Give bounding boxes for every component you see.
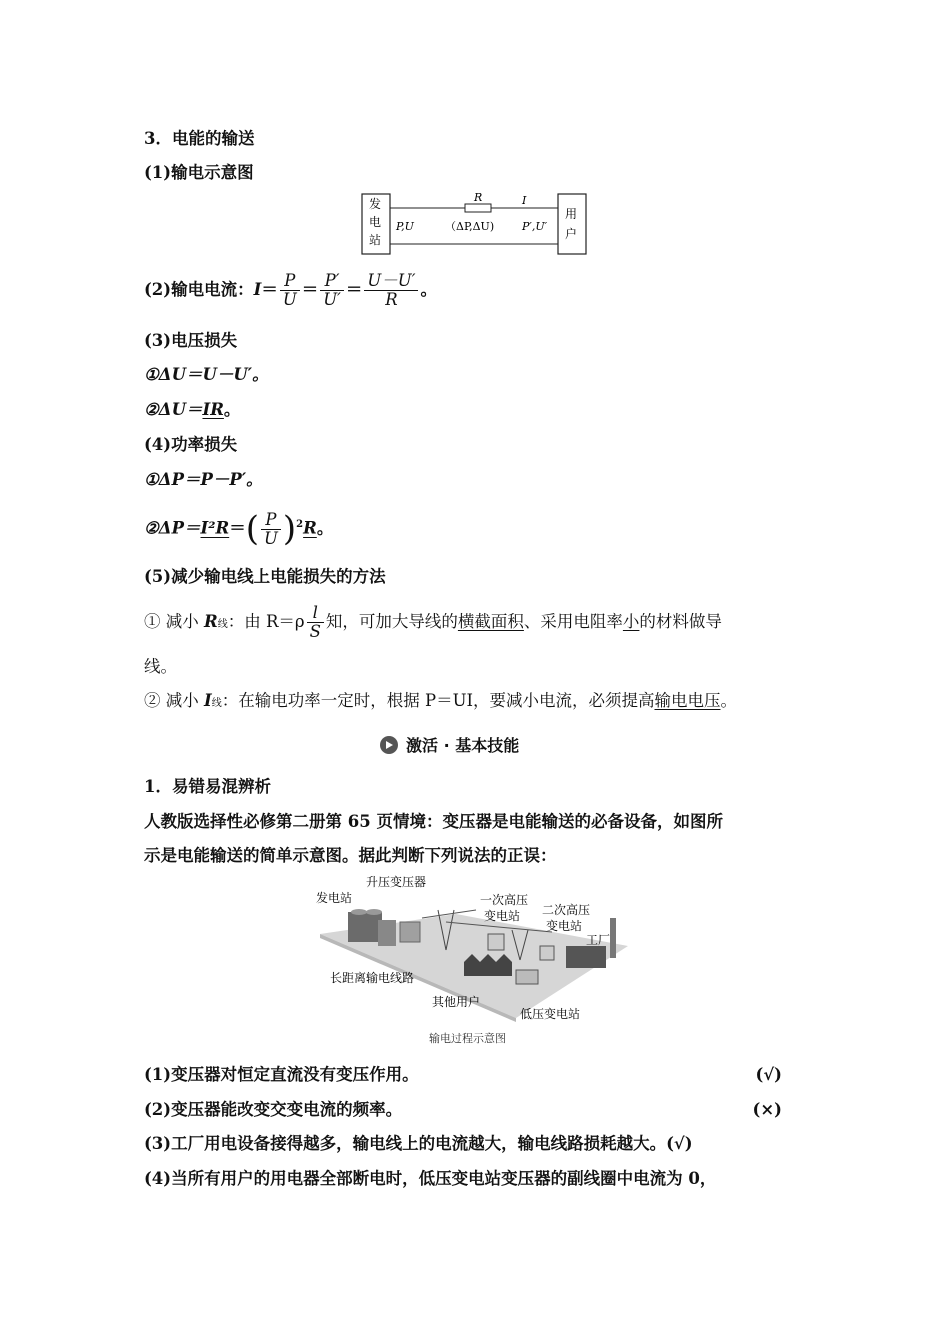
judge-mark-1: (√) (755, 1065, 782, 1084)
section-title: 3．电能的输送 (144, 129, 255, 148)
fig-primary: 一次高压 (480, 893, 529, 907)
fig-low: 低压变电站 (520, 1007, 581, 1021)
judge-item-3: (3)工厂用电设备接得越多，输电线上的电流越大，输电线路损耗越大。(√) (144, 1134, 693, 1153)
voltage-loss-2: ②ΔU＝IR。 (144, 400, 241, 419)
intro-line-1: 人教版选择性必修第二册第 65 页情境：变压器是电能输送的必备设备，如图所 (144, 812, 723, 831)
figure-caption: 输电过程示意图 (429, 1032, 506, 1045)
method-1-cont: 线。 (144, 657, 177, 676)
voltage-loss-1: ①ΔU＝U－U′。 (144, 365, 269, 384)
formula-current: (2)输电电流：I＝ $\frac{P}{U}$ ＝ $\frac{P'}{U'}$ ＝ $\frac{U-U'}{R}$ 。 (144, 271, 437, 309)
item-label-5: (5)减少输电线上电能损失的方法 (144, 567, 386, 586)
judge-item-2: (2)变压器能改变交变电流的频率。 (144, 1100, 403, 1119)
label-PU: P,U (396, 220, 414, 233)
judge-item-1: (1)变压器对恒定直流没有变压作用。 (144, 1065, 419, 1084)
power-loss-2: ②ΔP＝I²R＝( $\frac{P}{U}$ )$^2$R。 (144, 509, 334, 549)
fig-plant: 发电站 (316, 891, 353, 905)
fig-secondary: 二次高压 (542, 903, 591, 917)
station-char-2: 电 (369, 215, 382, 229)
fig-primary2: 变电站 (484, 909, 521, 923)
transmission-diagram (360, 190, 590, 258)
user-char-2: 户 (565, 227, 578, 241)
station-char-3: 站 (369, 233, 382, 247)
judge-mark-2: (×) (752, 1100, 782, 1119)
item-label-3: (3)电压损失 (144, 331, 238, 350)
label-PU2: P′,U′ (522, 220, 548, 233)
method-2: ② 减小 I线：在输电功率一定时，根据 P＝UI，要减小电流，必须提高输电电压。 (144, 691, 737, 710)
label-I: I (522, 194, 527, 207)
item-label-4: (4)功率损失 (144, 435, 238, 454)
user-char-1: 用 (565, 207, 578, 221)
intro-line-2: 示是电能输送的简单示意图。据此判断下列说法的正误： (144, 846, 557, 865)
fig-secondary2: 变电站 (546, 919, 583, 933)
label-R: R (474, 191, 483, 204)
label-loss: （ΔP,ΔU) (445, 220, 495, 233)
play-icon (380, 736, 398, 754)
skills-header-label: 激活 · 基本技能 (406, 736, 520, 755)
transmission-illustration (316, 872, 632, 1026)
fig-step-up: 升压变压器 (366, 875, 427, 889)
power-loss-1: ①ΔP＝P－P′。 (144, 470, 263, 489)
method-1: ① 减小 R线：由 R＝ρ $\frac{l}{S}$ 知，可加大导线的横截面积、采用电阻率小的材料做导 (144, 603, 722, 641)
item-label-1: (1)输电示意图 (144, 163, 254, 182)
skills-header (380, 733, 519, 756)
station-char-1: 发 (369, 197, 382, 211)
fig-line: 长距离输电线路 (330, 971, 415, 985)
fig-other-users: 其他用户 (432, 995, 481, 1009)
item-label-2: (2)输电电流： (144, 280, 254, 299)
judge-item-4: (4)当所有用户的用电器全部断电时，低压变电站变压器的副线圈中电流为 0， (144, 1169, 717, 1188)
fig-factory: 工厂 (586, 933, 611, 947)
section1-title: 1．易错易混辨析 (144, 777, 271, 796)
